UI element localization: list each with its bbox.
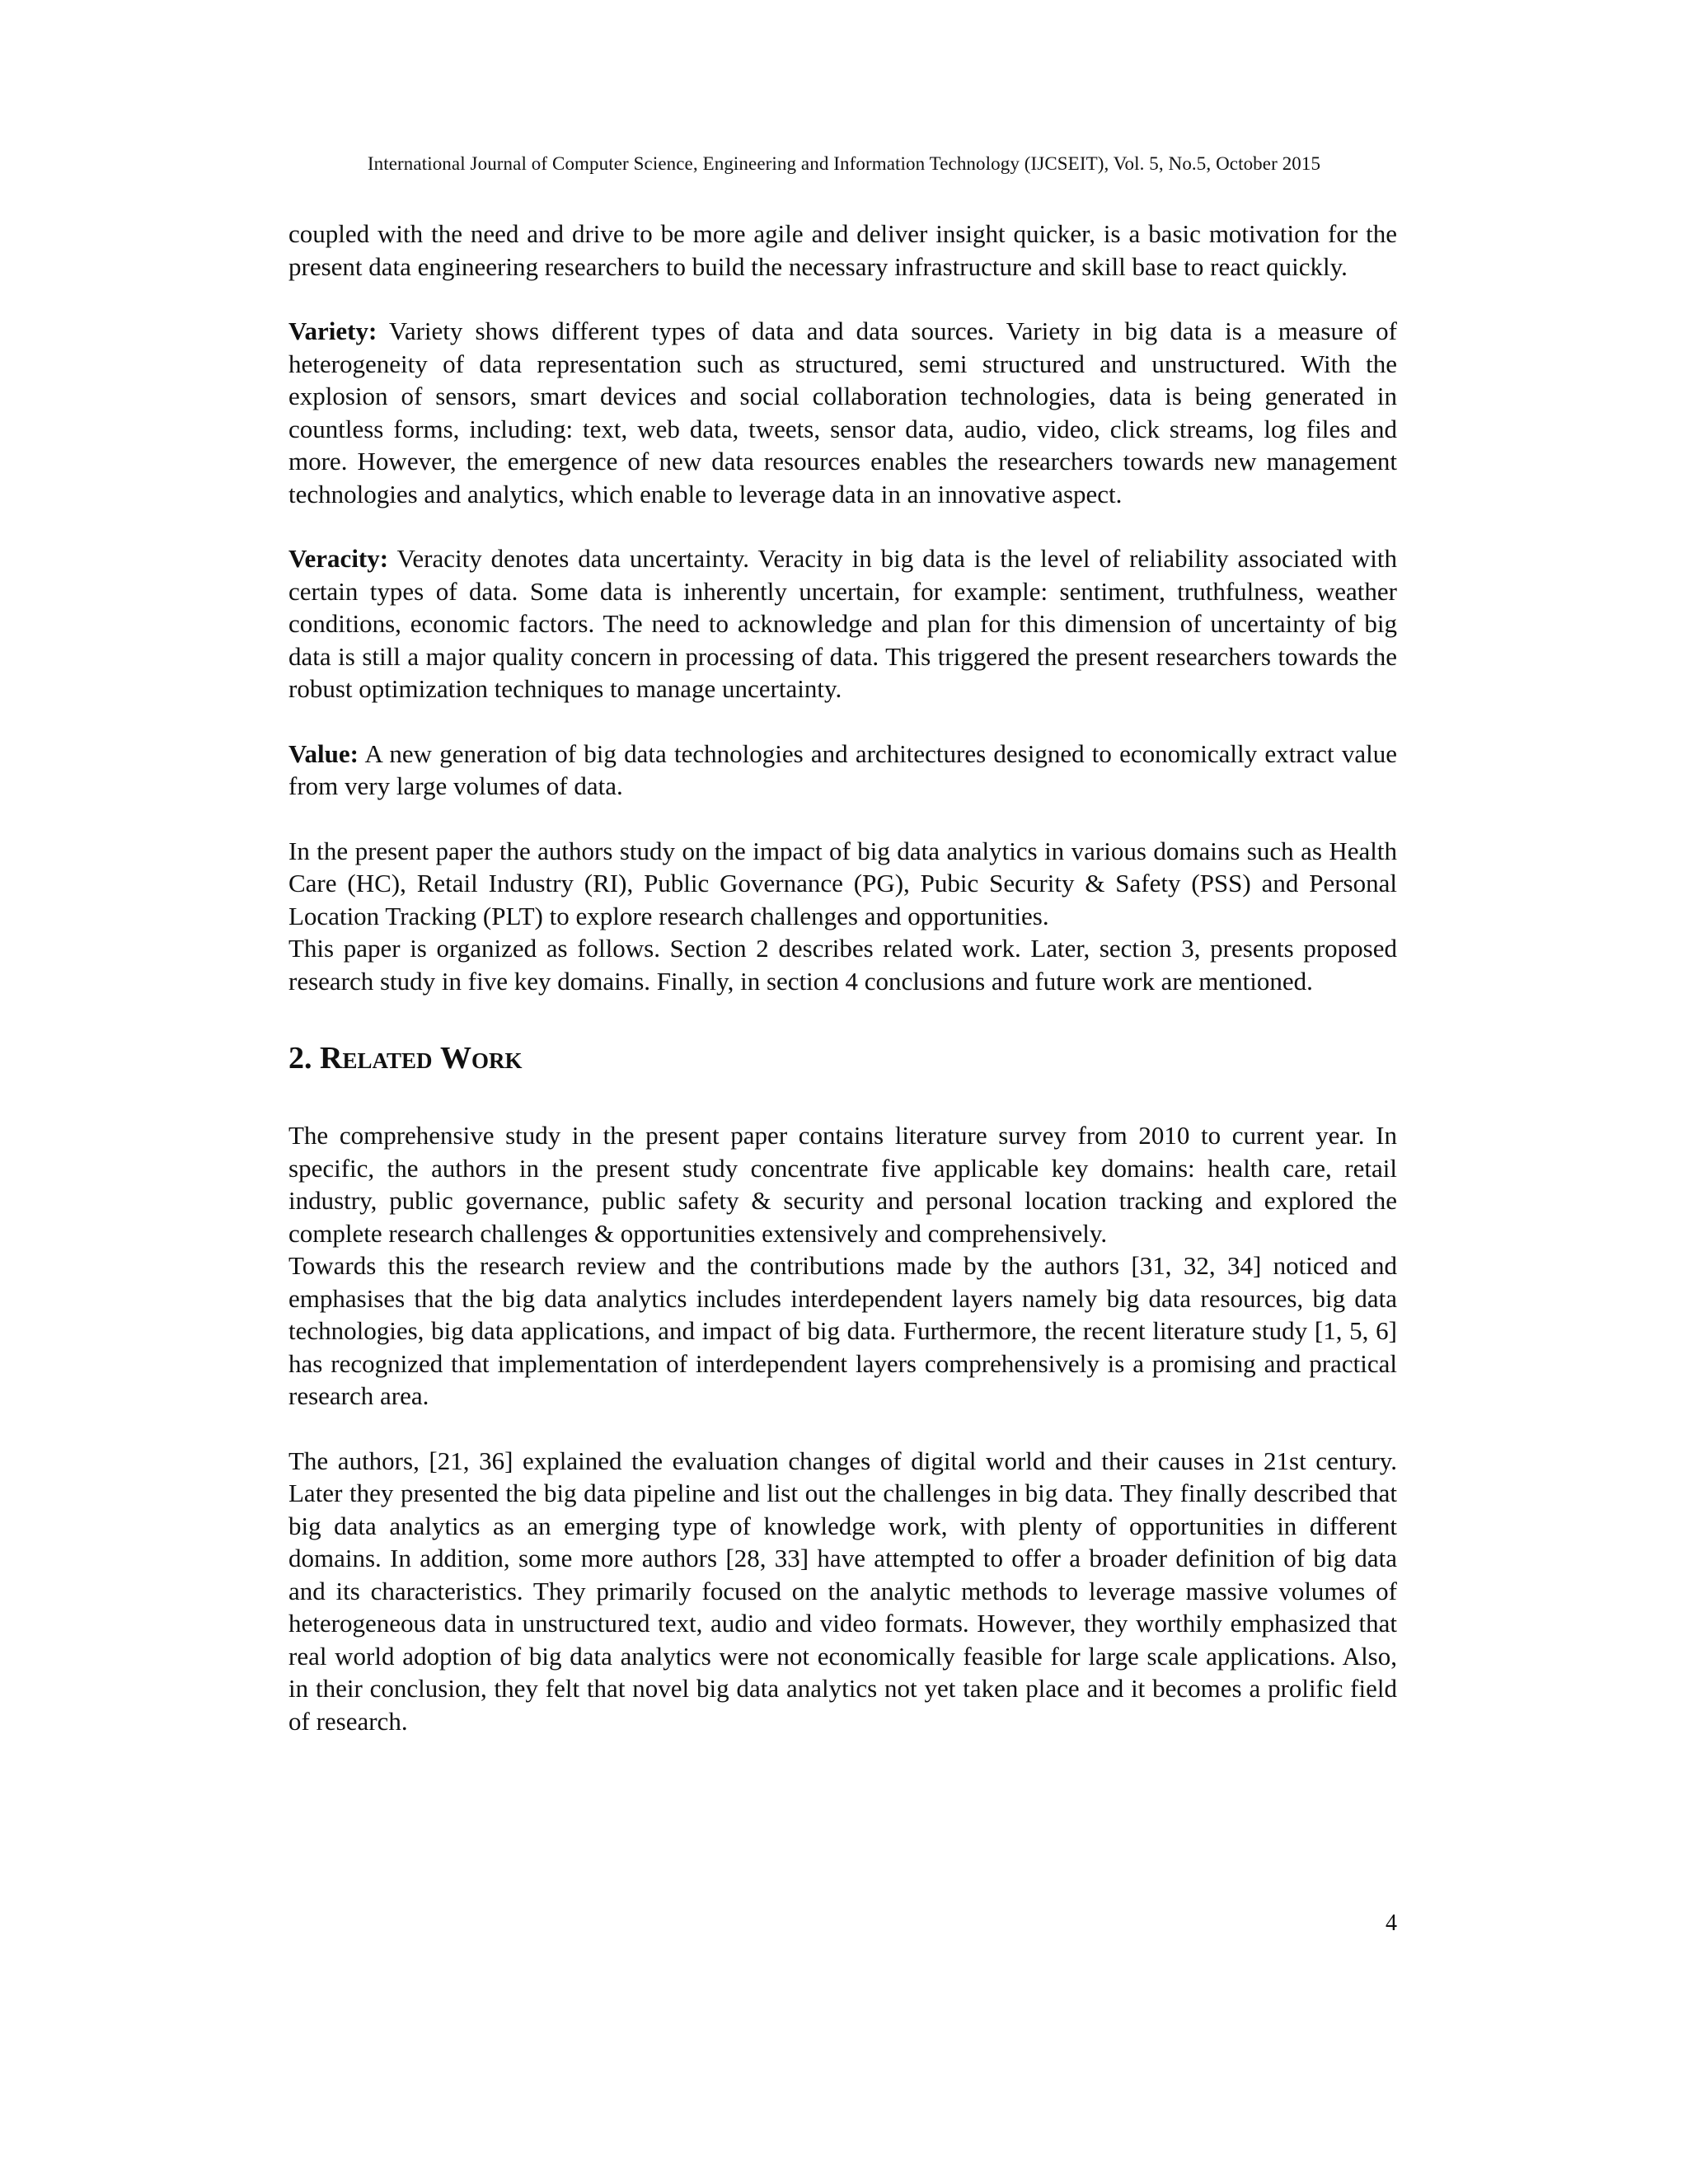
page-number: 4 bbox=[1386, 1910, 1397, 1936]
paragraph-towards: Towards this the research review and the contributions made by the authors [31, 32, 34] noticed and emphasises that the big data analytics includes interdependent layers namely big data resources, big data technologies, big data applications, and impact of big data. Furthermore, the recent literature study [1, 5, 6] has recognized that implementation of interdependent layers comprehensively is a promising and practical research area. bbox=[288, 1251, 1397, 1410]
paragraph-present-paper: In the present paper the authors study on the impact of big data analytics in various domains such as Health Care (HC), Retail Industry (RI), Public Governance (PG), Pubic Security & Safety (PSS) and Personal Location Tracking (PLT) to explore research challenges and opportunities. bbox=[288, 836, 1397, 930]
paragraph-veracity bbox=[288, 542, 1397, 705]
paragraph-variety bbox=[288, 315, 1397, 510]
veracity-text: Veracity denotes data uncertainty. Veracity in big data is the level of reliability associated with certain types of data. Some data is inherently uncertain, for example: sentiment, truthfulness, weather conditions, economic factors. The need to acknowledge and plan for this dimension of uncertainty of big data is still a major quality concern in processing of data. This triggered the present researchers towards the robust optimization techniques to manage uncertainty. bbox=[288, 544, 1397, 703]
paragraph-comprehensive-study: The comprehensive study in the present paper contains literature survey from 2010 to current year. In specific, the authors in the present study concentrate five applicable key domains: health care, retail industry, public governance, public safety & security and personal location tracking and explored the complete research challenges & opportunities extensively and comprehensively. bbox=[288, 1121, 1397, 1248]
variety-term: Variety: bbox=[288, 316, 377, 345]
veracity-term: Veracity: bbox=[288, 544, 389, 573]
paragraph-authors: The authors, [21, 36] explained the evaluation changes of digital world and their causes in 21st century. Later they presented the big data pipeline and list out the challenges in big data. They finally described that big data analytics as an emerging type of knowledge work, with plenty of opportunities in different domains. In addition, some more authors [28, 33] have attempted to offer a broader definition of big data and its characteristics. They primarily focused on the analytic methods to leverage massive volumes of heterogeneous data in unstructured text, audio and video formats. However, they worthily emphasized that real world adoption of big data analytics were not economically feasible for large scale applications. Also, in their conclusion, they felt that novel big data analytics not yet taken place and it becomes a prolific field of research. bbox=[288, 1446, 1397, 1736]
section-number: 2. bbox=[288, 1041, 320, 1076]
paragraph-continuation: coupled with the need and drive to be more agile and deliver insight quicker, is a basic motivation for the present data engineering researchers to build the necessary infrastructure and skill base to react quickly. bbox=[288, 219, 1397, 281]
page-body bbox=[288, 218, 1397, 1737]
value-text: A new generation of big data technologies and architectures designed to economically extract value from very large volumes of data. bbox=[288, 738, 1397, 800]
value-term: Value: bbox=[288, 738, 359, 768]
section-title-word-1: Related bbox=[320, 1041, 433, 1076]
paragraph-value bbox=[288, 738, 1397, 803]
section-title-word-2: Work bbox=[439, 1041, 523, 1076]
paragraph-organization: This paper is organized as follows. Section 2 describes related work. Later, section 3, presents proposed research study in five key domains. Finally, in section 4 conclusions and future work are mentioned. bbox=[288, 934, 1397, 996]
section-heading-related-work bbox=[288, 1040, 1397, 1076]
running-header: International Journal of Computer Science, Engineering and Information Technology (IJCSEIT), Vol. 5, No.5, October 2015 bbox=[367, 153, 1321, 174]
variety-text: Variety shows different types of data and data sources. Variety in big data is a measure of heterogeneity of data representation such as structured, semi structured and unstructured. With the explosion of sensors, smart devices and social collaboration technologies, data is being generated in countless forms, including: text, web data, tweets, sensor data, audio, video, click streams, log files and more. However, the emergence of new data resources enables the researchers towards new management technologies and analytics, which enable to leverage data in an innovative aspect. bbox=[288, 316, 1397, 509]
